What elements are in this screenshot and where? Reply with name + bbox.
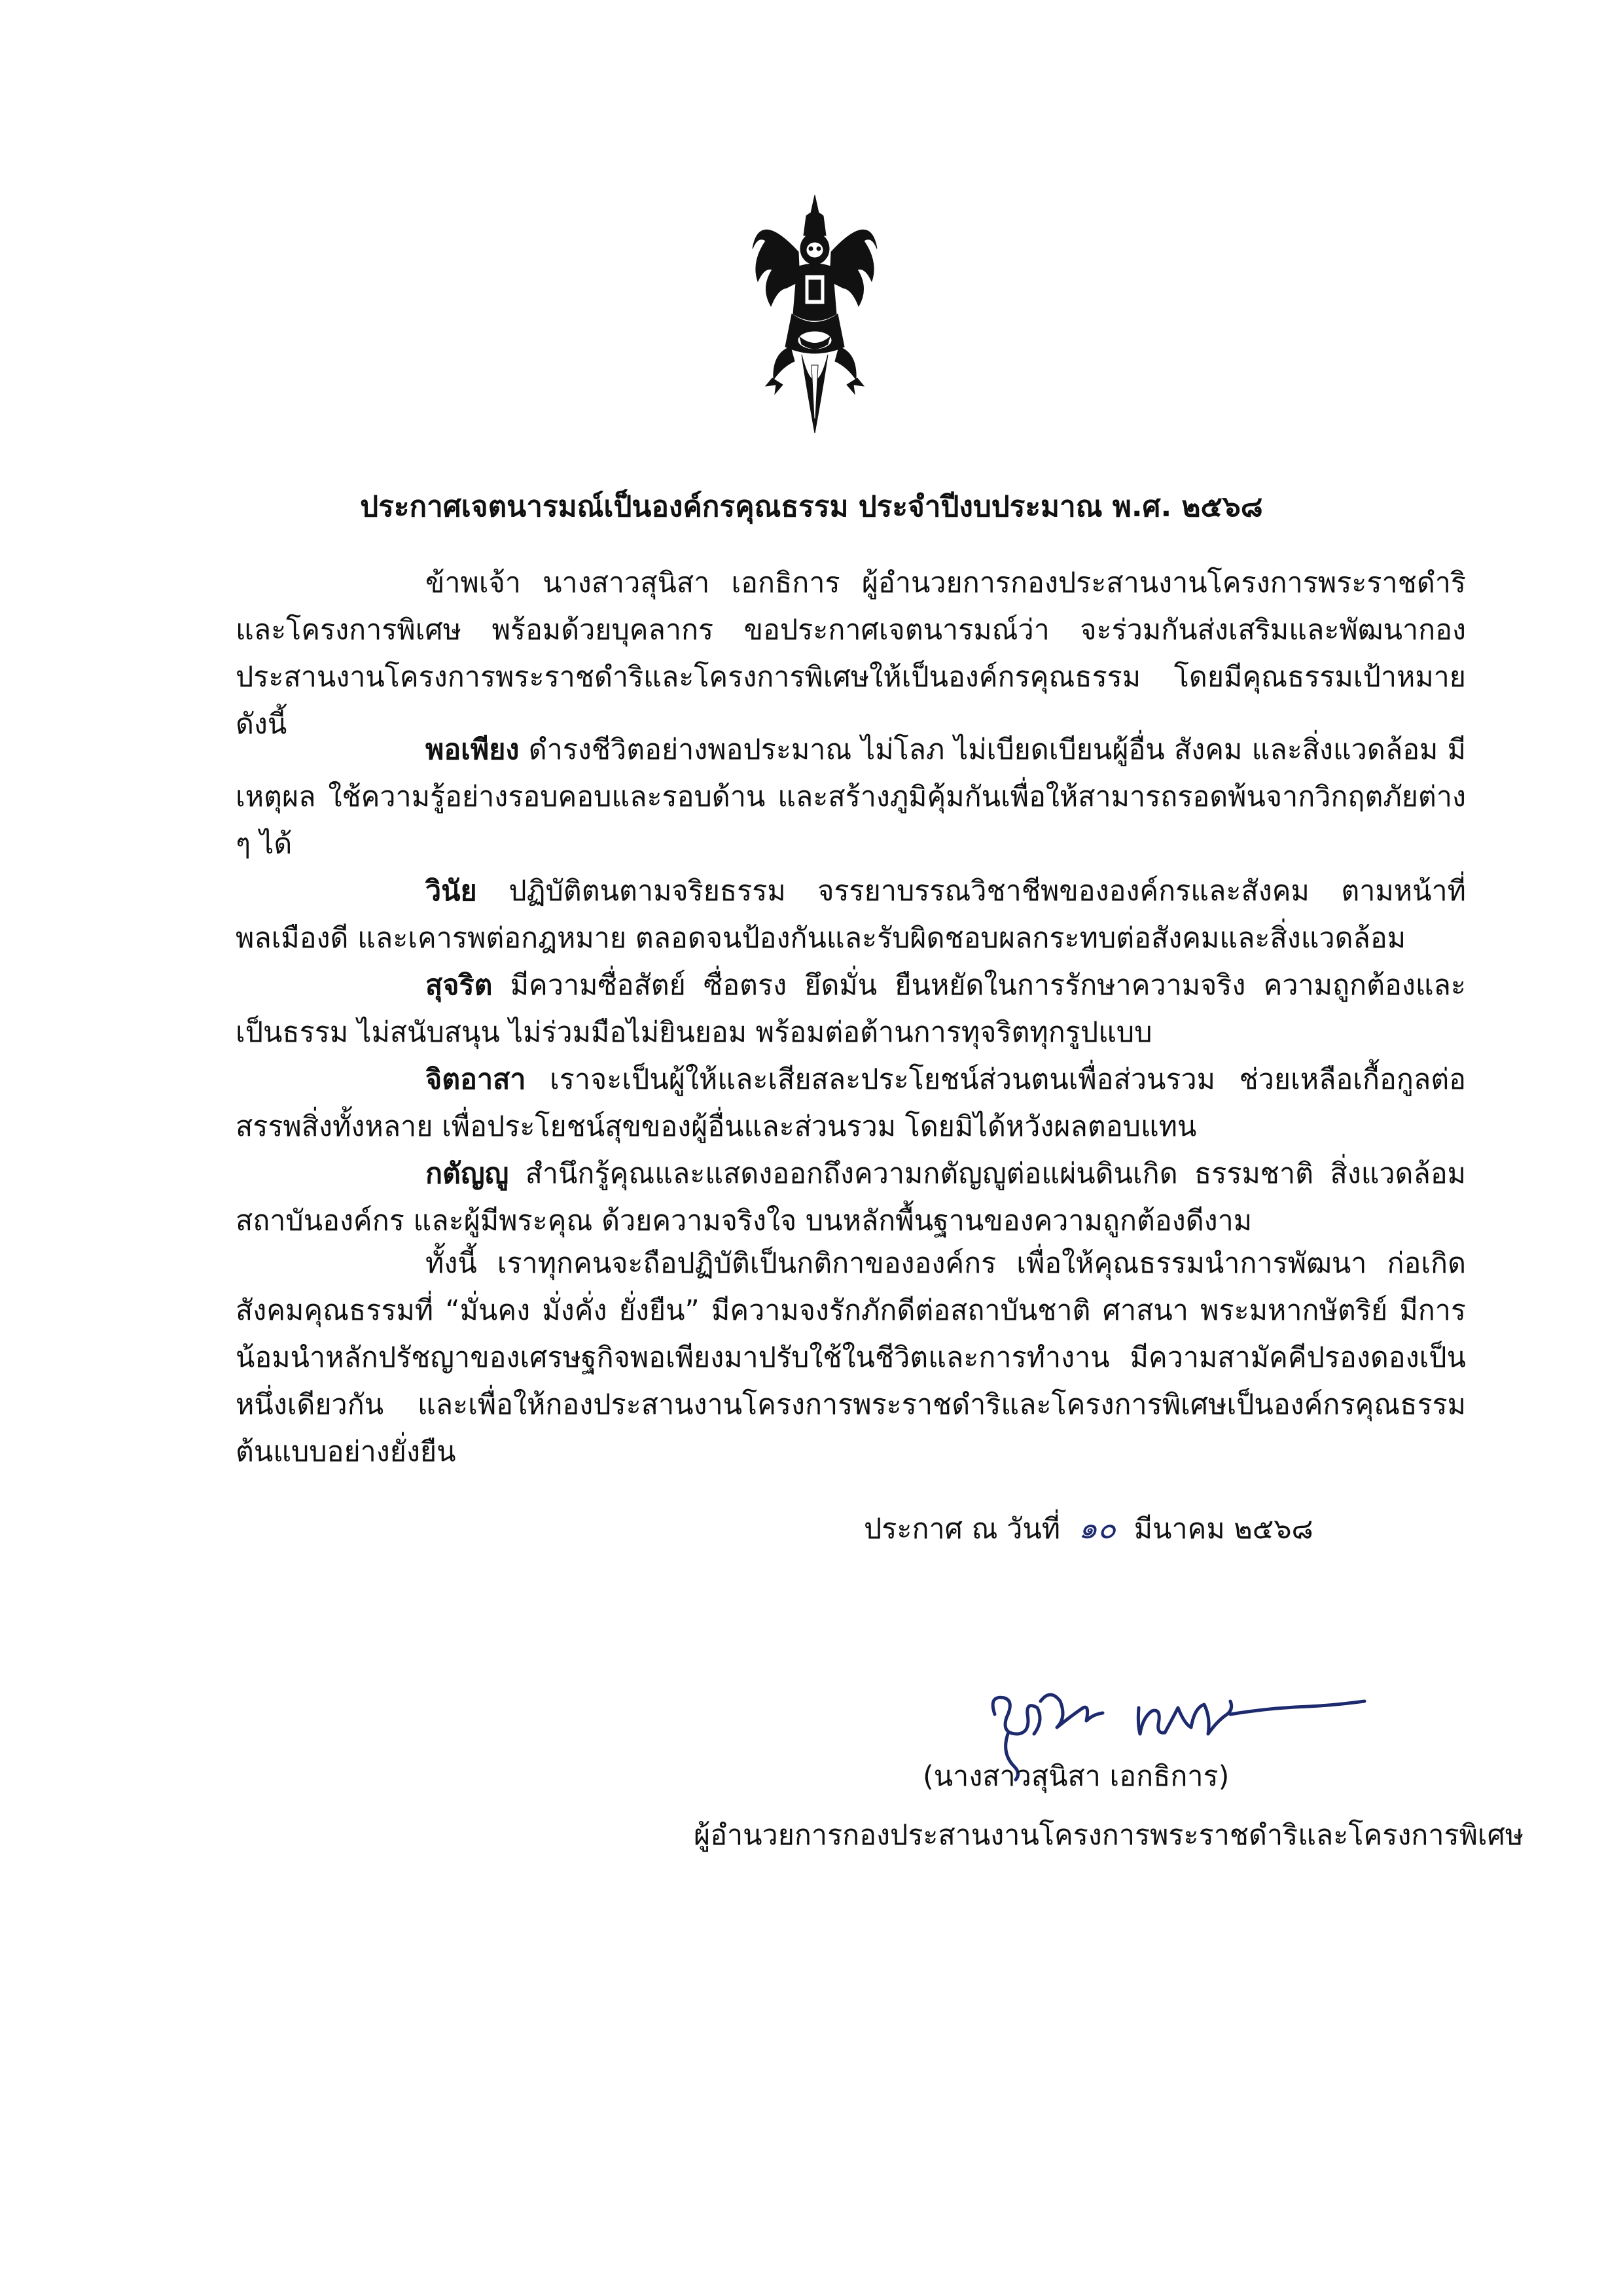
virtue-text: เราจะเป็นผู้ให้และเสียสละประโยชน์ส่วนตนเพื่อส่วนรวม ช่วยเหลือเกื้อกูลต่อสรรพสิ่งทั้งหลาย เพื่อประโยชน์สุขของผู้อื่นและส่วนรวม โดยมิได้หวังผลตอบแทน — [236, 1063, 1466, 1143]
virtue-text: ดำรงชีวิตอย่างพอประมาณ ไม่โลภ ไม่เบียดเบียนผู้อื่น สังคม และสิ่งแวดล้อม มีเหตุผล ใช้ความรู้อย่างรอบคอบและรอบด้าน และสร้างภูมิคุ้มกันเพื่อให้สามารถรอดพ้นจากวิกฤตภัยต่าง ๆ ได้ — [236, 733, 1466, 860]
virtue-text: สำนึกรู้คุณและแสดงออกถึงความกตัญญูต่อแผ่นดินเกิด ธรรมชาติ สิ่งแวดล้อม สถาบันองค์กร และผู้มีพระคุณ ด้วยความจริงใจ บนหลักพื้นฐานของความถูกต้องดีงาม — [236, 1157, 1466, 1237]
date-prefix: ประกาศ ณ วันที่ — [864, 1513, 1061, 1545]
intro-paragraph: ข้าพเจ้า นางสาวสุนิสา เอกธิการ ผู้อำนวยการกองประสานงานโครงการพระราชดำริและโครงการพิเศษ พร้อมด้วยบุคลากร ขอประกาศเจตนารมณ์ว่า จะร่วมกันส่งเสริมและพัฒนากองประสานงานโครงการพระราชดำริและโครงการพิเศษให้เป็นองค์กรคุณธรรม โดยมีคุณธรรมเป้าหมาย ดังนี้ — [236, 567, 1466, 741]
date-day-handwritten: ๑๐ — [1078, 1510, 1116, 1545]
virtue-item — [236, 868, 1466, 962]
virtue-term: สุจริต — [425, 969, 493, 1002]
virtue-term: วินัย — [425, 875, 477, 908]
garuda-emblem-icon — [746, 190, 883, 438]
intro-block — [236, 559, 1466, 748]
virtue-text: ปฏิบัติตนตามจริยธรรม จรรยาบรรณวิชาชีพขององค์กรและสังคม ตามหน้าที่พลเมืองดี และเคารพต่อกฎหมาย ตลอดจนป้องกันและรับผิดชอบผลกระทบต่อสังคมและสิ่งแวดล้อม — [236, 875, 1466, 955]
closing-paragraph: ทั้งนี้ เราทุกคนจะถือปฏิบัติเป็นกติกาขององค์กร เพื่อให้คุณธรรมนำการพัฒนา ก่อเกิดสังคมคุณธรรมที่ “มั่นคง มั่งคั่ง ยั่งยืน” มีความจงรักภักดีต่อสถาบันชาติ ศาสนา พระมหากษัตริย์ มีการน้อมนำหลักปรัชญาของเศรษฐกิจพอเพียงมาปรับใช้ในชีวิตและการทำงาน มีความสามัคคีปรองดองเป็นหนึ่งเดียวกัน และเพื่อให้กองประสานงานโครงการพระราชดำริและโครงการพิเศษเป็นองค์กรคุณธรรมต้นแบบอย่างยั่งยืน — [236, 1247, 1466, 1468]
virtue-text: มีความซื่อสัตย์ ซื่อตรง ยึดมั่น ยืนหยัดในการรักษาความจริง ความถูกต้องและเป็นธรรม ไม่สนับสนุน ไม่ร่วมมือไม่ยินยอม พร้อมต่อต้านการทุจริตทุกรูปแบบ — [236, 969, 1467, 1049]
announcement-date — [864, 1508, 1313, 1549]
virtue-item — [236, 726, 1466, 868]
closing-block — [236, 1240, 1466, 1475]
virtue-item — [236, 1056, 1466, 1150]
signatory-name: (นางสาวสุนิสา เอกธิการ) — [923, 1760, 1230, 1793]
virtue-term: กตัญญู — [425, 1157, 509, 1190]
date-suffix: มีนาคม ๒๕๖๘ — [1133, 1513, 1313, 1545]
virtue-item — [236, 962, 1466, 1056]
virtue-term: จิตอาสา — [425, 1063, 526, 1096]
virtues-block — [236, 726, 1466, 1245]
signatory-position: ผู้อำนวยการกองประสานงานโครงการพระราชดำริและโครงการพิเศษ — [694, 1819, 1524, 1852]
virtue-term: พอเพียง — [425, 733, 520, 766]
virtue-item — [236, 1150, 1466, 1245]
document-title: ประกาศเจตนารมณ์เป็นองค์กรคุณธรรม ประจำปีงบประมาณ พ.ศ. ๒๕๖๘ — [360, 490, 1263, 523]
